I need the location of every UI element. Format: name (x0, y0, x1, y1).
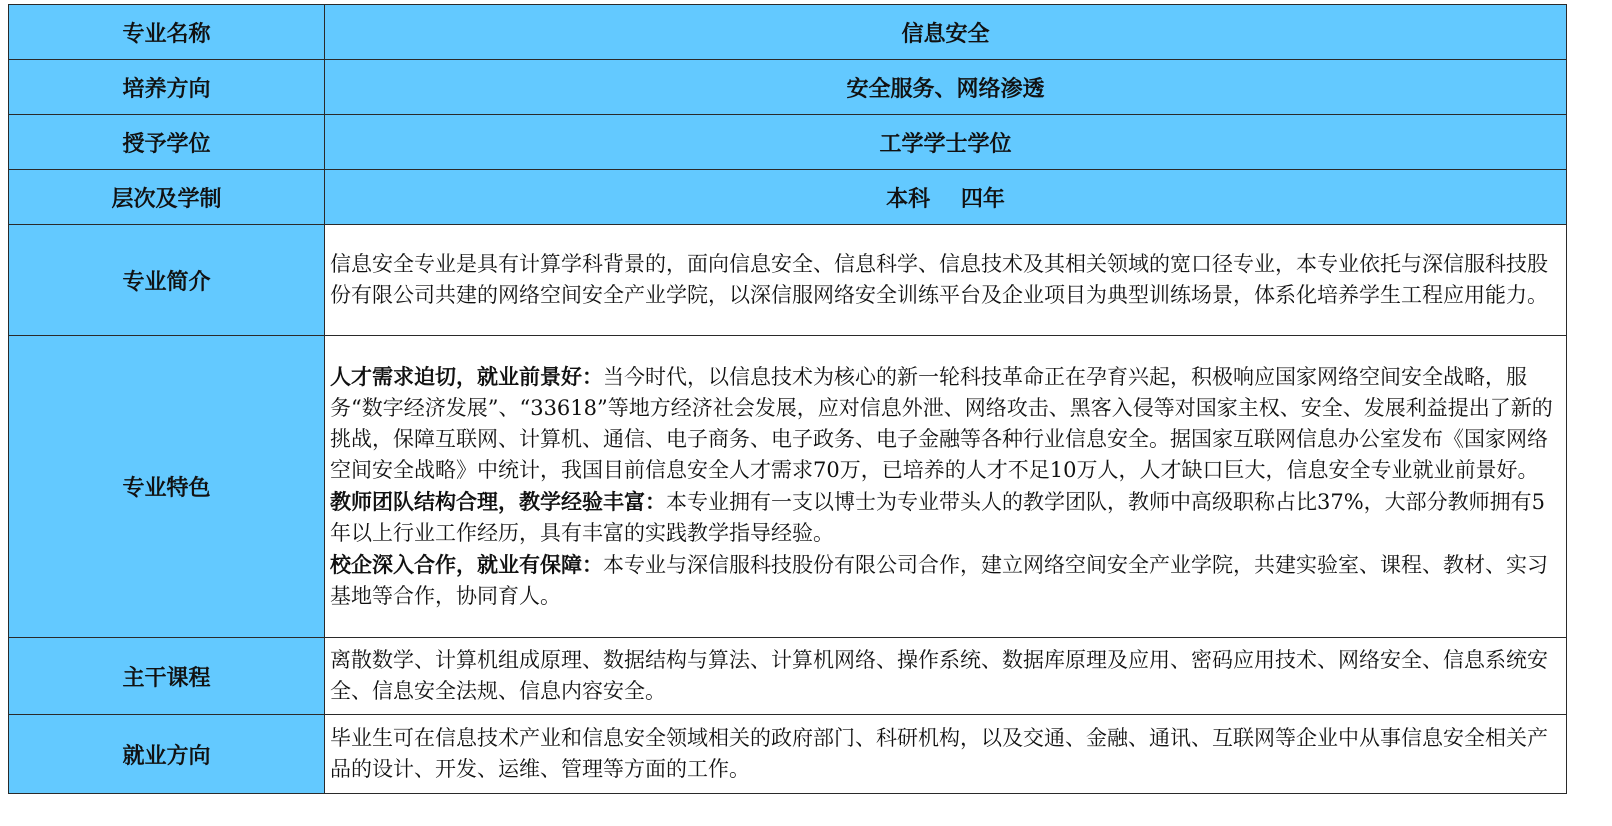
value-level (325, 170, 1567, 225)
value-jobs: 毕业生可在信息技术产业和信息安全领域相关的政府部门、科研机构，以及交通、金融、通讯、互联网等企业中从事信息安全相关产品的设计、开发、运维、管理等方面的工作。 (325, 715, 1567, 794)
label-jobs: 就业方向 (9, 715, 325, 794)
row-level (9, 170, 1567, 225)
value-degree: 工学学士学位 (325, 115, 1567, 170)
value-level-years: 四年 (960, 185, 1005, 212)
row-intro (9, 225, 1567, 336)
feature-heading: 校企深入合作，就业有保障： (330, 552, 603, 577)
label-courses: 主干课程 (9, 638, 325, 715)
feature-text: 本专业与深信服科技股份有限公司合作，建立网络空间安全产业学院，共建实验室、课程、教材、实习基地等合作，协同育人。 (330, 553, 1548, 608)
label-intro: 专业简介 (9, 225, 325, 336)
major-info-table (8, 4, 1567, 794)
label-direction: 培养方向 (9, 60, 325, 115)
label-features: 专业特色 (9, 336, 325, 638)
feature-item (330, 549, 1562, 612)
row-direction (9, 60, 1567, 115)
value-intro: 信息安全专业是具有计算学科背景的，面向信息安全、信息科学、信息技术及其相关领域的宽口径专业，本专业依托与深信服科技股份有限公司共建的网络空间安全产业学院，以深信服网络安全训练平台及企业项目为典型训练场景，体系化培养学生工程应用能力。 (325, 225, 1567, 336)
feature-heading: 教师团队结构合理，教学经验丰富： (330, 489, 666, 514)
row-major-name (9, 5, 1567, 60)
row-features (9, 336, 1567, 638)
value-major-name: 信息安全 (325, 5, 1567, 60)
row-courses (9, 638, 1567, 715)
feature-item (330, 486, 1562, 549)
value-courses: 离散数学、计算机组成原理、数据结构与算法、计算机网络、操作系统、数据库原理及应用、密码应用技术、网络安全、信息系统安全、信息安全法规、信息内容安全。 (325, 638, 1567, 715)
label-degree: 授予学位 (9, 115, 325, 170)
label-level: 层次及学制 (9, 170, 325, 225)
feature-heading: 人才需求迫切，就业前景好： (330, 364, 603, 389)
value-level-type: 本科 (886, 185, 931, 212)
label-major-name: 专业名称 (9, 5, 325, 60)
value-direction: 安全服务、网络渗透 (325, 60, 1567, 115)
row-jobs (9, 715, 1567, 794)
value-features (325, 336, 1567, 638)
feature-text: 当今时代，以信息技术为核心的新一轮科技革命正在孕育兴起，积极响应国家网络空间安全战略，服务“数字经济发展”、“33618”等地方经济社会发展，应对信息外泄、网络攻击、黑客入侵等对国家主权、安全、发展利益提出了新的挑战，保障互联网、计算机、通信、电子商务、电子政务、电子金融等各种行业信息安全。据国家互联网信息办公室发布《国家网络空间安全战略》中统计，我国目前信息安全人才需求70万，已培养的人才不足10万人，人才缺口巨大，信息安全专业就业前景好。 (330, 365, 1553, 482)
row-degree (9, 115, 1567, 170)
feature-item (330, 361, 1562, 486)
feature-text: 本专业拥有一支以博士为专业带头人的教学团队，教师中高级职称占比37%，大部分教师拥有5年以上行业工作经历，具有丰富的实践教学指导经验。 (330, 490, 1546, 545)
